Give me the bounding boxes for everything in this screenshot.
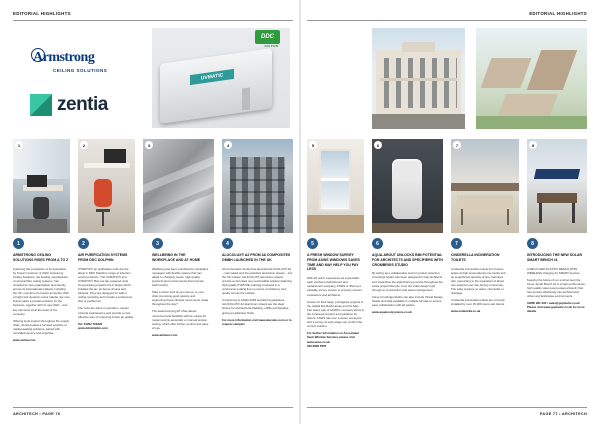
article-number: 4 [222,238,233,249]
article-paragraph: Offering local support throughout the supply chain, Zentia boasts a focused portfolio of market-leading solutions, paired with unrivalled service and expertise. [13,318,70,335]
article-number: 3 [152,238,163,249]
left-header-rule [13,20,293,21]
left-page-header: EDITORIAL HIGHLIGHTS [13,11,71,16]
article-paragraph: Conforming to AAMA 2605 and ECCA guidelines, ALUCOLUX® A2 aluminium sheets are the ideal choice for architectural cladding, soffits and facades, giving an attractive finish. [222,298,290,315]
article-link[interactable]: www.cinderella.co.uk [451,309,481,314]
article-number: 1 [13,238,24,249]
article-title: AIR PURIFICATION SYSTEMS FROM DDC DOLPHIN [78,253,128,262]
article-paragraph: With 40 years' experience as a specialist sash window refurbishment and replacement company, ASWS is offering a valuable survey service to property owners, contractors and architects. [307,276,363,297]
incineration-toilet-photo [372,139,443,233]
article-number: 6 [372,238,383,249]
article-title: A FRESH WINDOW SURVEY FROM ASWS WINDOWS SAVES TIME AND MAY HELP YOU PAY LESS [307,253,360,272]
image-badge: 5 [309,141,317,149]
right-page-header: EDITORIAL HIGHLIGHTS [529,11,587,16]
article-paragraph: Wellbeing has been prioritised by workplace managers with flexible spaces that can adapt to changing needs, high quality products and environments that promote staff comfort. [152,266,209,287]
historic-building-photo [372,28,465,129]
right-footer-rule [307,407,587,408]
article-paragraph: UVMATIC® air purification units are the latest in DDC Dolphin's range of infection control products. The UVMATIC® and UVMATIC® Plus are fan-powered units incorporating powerful UV-C lamps which irradiate the air, air-borne viruses and bacteria. They are designed for wall or ceiling mounting and provide a continuous flow of purified air. [78,266,132,304]
article-paragraph: 3A Composites GmbH has launched ALUCOLUX® A2 – coil coated and fire-retardant aluminium sheets – into the UK market. ALUCOLUX® aluminium sheets provide an A2 rated non-combustible solution featuring high quality PVDF/PE coatings produced in a continuous coating line to ensure consistency and quality across the surface. [222,266,293,296]
image-badge: 6 [374,141,382,149]
article-paragraph: Following the completion of its acquisition by Knauf in Autumn of 2023, Armstrong Ceiling Solutions, the leading manufacturer of mineral fibre ceiling systems, has unveiled its new organisation and identity across its international markets, including the UK, now all to be known as Zentia. With a bright and dynamic colour palette, the new brand marks a pivotal evolution for the business, together with its new CEO – four key elements sit at the heart of the company. [13,266,70,316]
image-badge: 2 [80,141,88,149]
uvmatic-label: UVMATIC [190,69,234,85]
article-link[interactable]: For more information visit www.alucolux.com or to request samples [222,317,292,326]
article-cinderella [451,238,508,314]
article-wellbeing [152,238,209,337]
article-title: INTRODUCING THE NEW SOLAR SMART BENCH #1 [527,253,583,262]
building-facade-photo [222,139,293,233]
article-paragraph: A RECYCLED PLASTIC BENCH WITH WIRELESS charging for SMART devices. [527,266,581,275]
article-paragraph: Take a closer look at your set-up. Is your chair promoting good posture and supporting those intricate movements made throughout the day? [152,290,209,307]
article-title: ALUCOLUX® A2 FROM 3A COMPOSITES GMBH LAUNCHED IN THE UK [222,253,291,262]
article-paragraph: Known for their large, prestigious projects in the capital like Bush House and the May Fair Hotel, part of ASWS's company ethos is the continued support and guidance for clients. ASWS has over a dozen surveyors, and a survey at early stage can confirm the correct solution. [307,299,364,329]
article-link[interactable]: www.aquaroutsystems.co.uk [372,310,412,315]
article-link[interactable]: www.atchairs.com [152,332,178,337]
article-zentia [13,238,70,342]
image-badge: 4 [224,141,232,149]
armstrong-logo: Armstrong CEILING SOLUTIONS [13,44,131,90]
alucolux-panel-photo [143,139,214,233]
right-header-rule [307,20,587,21]
article-number: 5 [307,238,318,249]
right-page-footer: PAGE 77 • ARCHITECH [539,412,587,416]
article-contact: For further information on Associated Sash Window Services please visit www.asws.co.uk [307,331,359,344]
aerial-development-render [476,28,587,129]
article-paragraph: Cinderella incineration toilets are currently installed by over 15,000 users and clients. [451,298,505,307]
left-page-footer: ARCHITECH • PAGE 76 [13,412,61,416]
ddc-logo: DDC [255,30,280,44]
article-alucolux [222,238,293,326]
image-badge: 3 [145,141,153,149]
article-contact: 01865 961 304 / sales@goplastic.co.uk [527,301,580,306]
uvmatic-unit-photo: DDC DOLPHIN UVMATIC [152,28,290,128]
page-gutter [299,0,301,424]
article-link[interactable]: www.zentia.com [13,338,36,343]
article-contact: Tel: 01202 723320 [78,321,103,326]
article-title: CINDERELLA INCINERATION TOILETS [451,253,500,262]
left-footer-rule [13,407,293,408]
article-aqua-arout [372,238,443,314]
article-number: 8 [527,238,538,249]
article-paragraph: The award-winning AT chair allows movement and flexibility with its unique tilt motion and its automatic or manual tension setting, which offer further comfort and ease of use. [152,309,209,330]
image-badge: 1 [15,141,23,149]
article-link[interactable]: Please visit www.goplastic.co.uk for more details [527,305,585,314]
article-paragraph: The units are silent in operation, require minimal maintenance and provide a cost-effective way of improving indoor air quality. [78,306,134,319]
article-paragraph: Cinderella incineration toilets turn human waste at high temperatures into sterile ash, an insignificant quantity of fine, harmless ash, amounting to the equivalent of about one teaspoon per day during normal use. The toilet requires no water, chemicals or drainage. [451,266,507,296]
article-title: WELLBEING IN THE WORKPLACE AND AT HOME [152,253,201,262]
article-paragraph: Using Crombrigs Studio can also include Virtual Design Studio and data available in multiple formats to ensure easy collaboration with all parties. [372,294,443,308]
office-workspace-photo [13,139,70,233]
article-link[interactable]: www.ddcdolphin.com [78,325,108,330]
article-link[interactable]: 020 8683 5555 [307,343,327,348]
image-badge: 7 [453,141,461,149]
article-number: 2 [78,238,89,249]
sash-window-photo [307,139,364,233]
article-paragraph: Keeping the future of our environment the focus. Smart Bench #1 is a high performance, high quality solar panel powered bench that harmonises effortlessly into architectural, urban and landscape environments. [527,277,586,299]
zentia-logo: zentia [13,91,131,119]
solar-bench-photo [527,139,587,233]
article-ddc-dolphin [78,238,135,330]
article-solar-bench [527,238,587,314]
article-number: 7 [451,238,462,249]
zentia-mark-icon [30,94,52,116]
article-paragraph: By acting as a collaborative tool for product selection, Crombrigs Studio has been designed to help architects and streamline the data sharing process throughout the entire project lifecycle, from the initial design right through to construction and asset management. [372,271,443,292]
image-badge: 8 [529,141,537,149]
article-title: AQUA-AROUT UNLOCKS BIM POTENTIAL FOR ARCHITECTS AND SPECIFIERS WITH CROMBRIGS STUDIO [372,253,443,267]
article-asws [307,238,364,348]
outdoor-seating-photo [451,139,519,233]
article-title: ARMSTRONG CEILING SOLUTIONS RISES FROM A TO Z [13,253,69,262]
at-chair-photo [78,139,135,233]
